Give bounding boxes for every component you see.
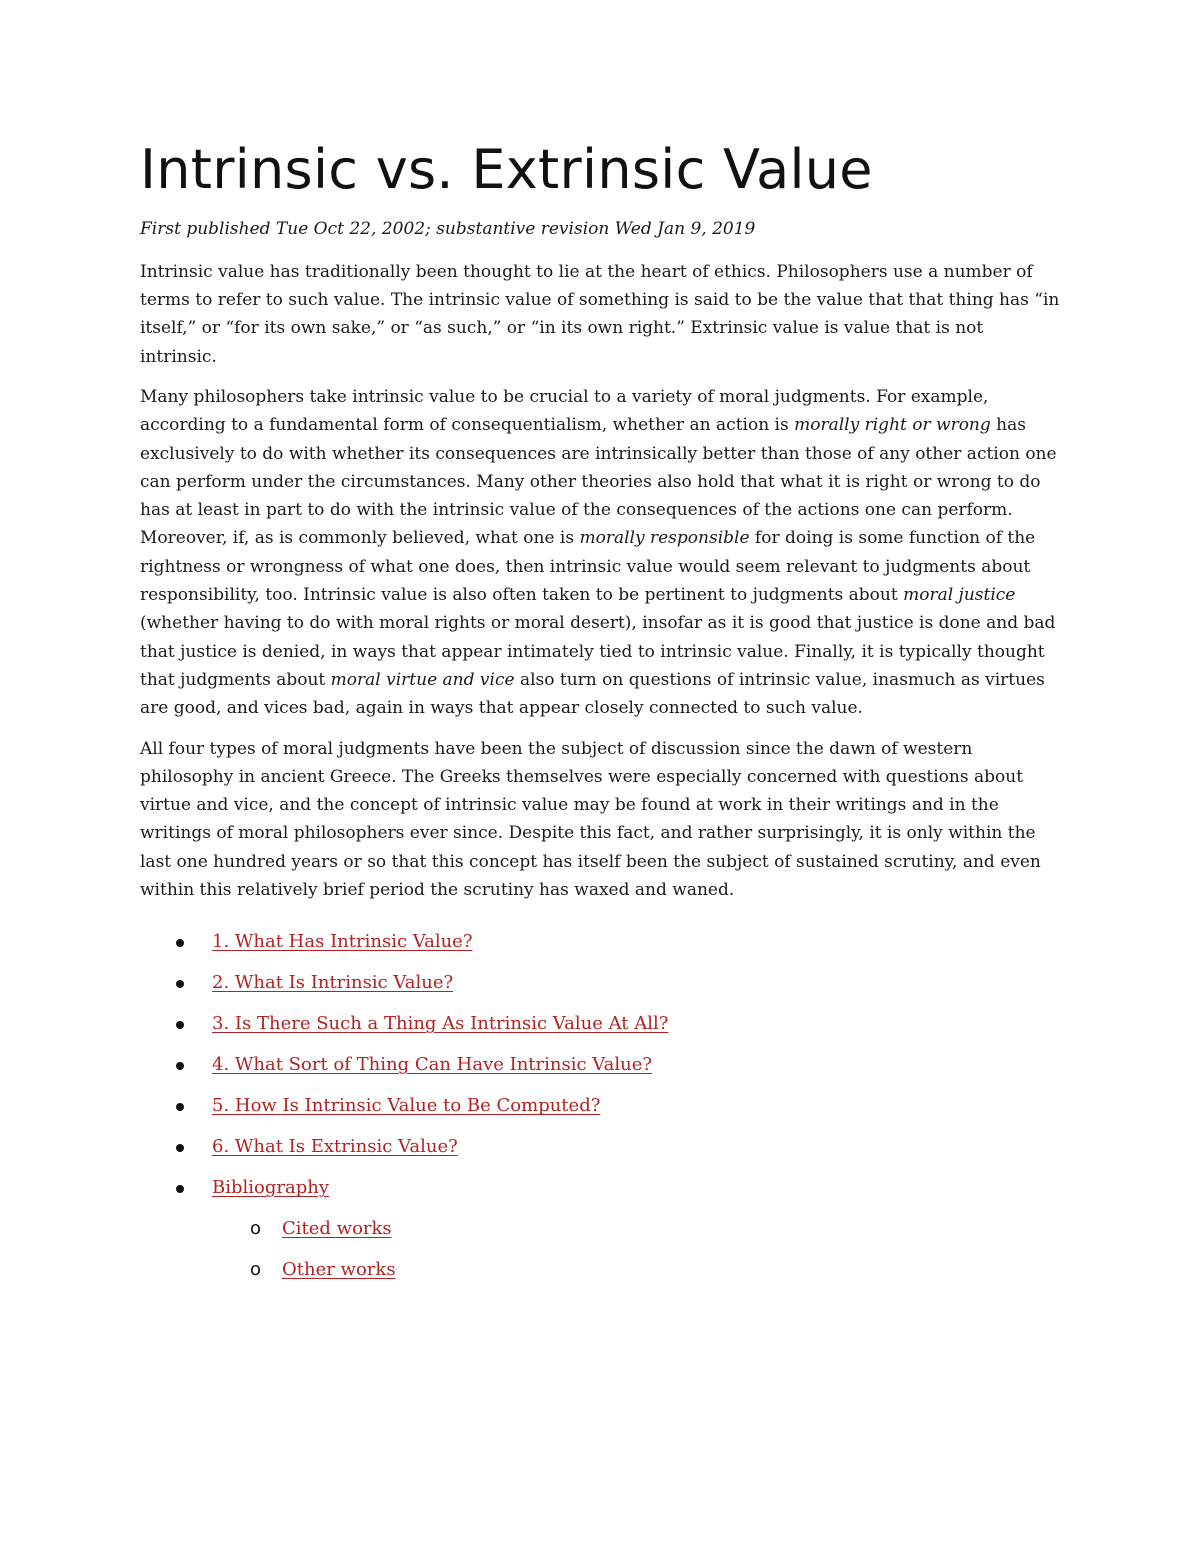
bullet-icon	[176, 1021, 184, 1029]
page-title: Intrinsic vs. Extrinsic Value	[140, 138, 873, 201]
toc-item	[140, 969, 1060, 997]
toc-subitem	[212, 1256, 1060, 1284]
toc-item	[140, 1133, 1060, 1161]
toc-item	[140, 928, 1060, 956]
bullet-icon	[176, 1144, 184, 1152]
toc-link[interactable]: 6. What Is Extrinsic Value?	[212, 1136, 458, 1158]
body-paragraph	[140, 383, 1060, 723]
bullet-icon	[176, 980, 184, 988]
paragraph-text: All four types of moral judgments have been the subject of discussion since the dawn of western philosophy in ancient Greece. The Greeks themselves were especially concerned with questions about virtue and vice, and the concept of intrinsic value may be found at work in their writings and in the writings of moral philosophers ever since. Despite this fact, and rather surprisingly, it is only within the last one hundred years or so that this concept has itself been the subject of sustained scrutiny, and even within this relatively brief period the scrutiny has waxed and waned.	[140, 738, 1041, 901]
toc-link[interactable]: 4. What Sort of Thing Can Have Intrinsic Value?	[212, 1054, 653, 1076]
emphasized-text: moral virtue and vice	[330, 669, 515, 690]
emphasized-text: morally responsible	[579, 528, 750, 549]
toc-link[interactable]: 5. How Is Intrinsic Value to Be Computed?	[212, 1095, 601, 1117]
toc-sublist	[212, 1215, 1060, 1284]
publication-info: First published Tue Oct 22, 2002; substantive revision Wed Jan 9, 2019	[140, 218, 756, 239]
hollow-bullet-icon: o	[250, 1218, 262, 1240]
toc-sublink[interactable]: Cited works	[282, 1218, 392, 1240]
toc-item	[140, 1051, 1060, 1079]
paragraph-text: (whether having to do with moral rights or moral desert), insofar as it is good that justice is done and bad that justice is denied, in ways that appear intimately tied to intrinsic value. Finally, it is typically thought that judgments about	[140, 613, 1056, 690]
paragraph-text: for doing is some function of the rightness or wrongness of what one does, then intrinsic value would seem relevant to judgments about responsibility, too. Intrinsic value is also often taken to be pertinent to judgments about	[140, 528, 1036, 606]
emphasized-text: moral justice	[903, 585, 1016, 606]
bullet-icon	[176, 1185, 184, 1193]
hollow-bullet-icon: o	[250, 1259, 262, 1281]
body-paragraph	[140, 735, 1060, 905]
paragraph-text: Intrinsic value has traditionally been thought to lie at the heart of ethics. Philosophers use a number of terms to refer to such value. The intrinsic value of something is said to be the value that that thing has “in itself,” or “for its own sake,” or “as such,” or “in its own right.” Extrinsic value is value that is not intrinsic.	[140, 261, 1060, 367]
toc-link[interactable]: 3. Is There Such a Thing As Intrinsic Value At All?	[212, 1013, 669, 1035]
table-of-contents	[140, 928, 1060, 1284]
paragraph-text: also turn on questions of intrinsic value, inasmuch as virtues are good, and vices bad, again in ways that appear closely connected to such value.	[140, 669, 1045, 719]
bullet-icon	[176, 939, 184, 947]
toc-item	[140, 1010, 1060, 1038]
bullet-icon	[176, 1062, 184, 1070]
paragraph-text: Many philosophers take intrinsic value to be crucial to a variety of moral judgments. For example, according to a fundamental form of consequentialism, whether an action is	[140, 386, 989, 436]
body-paragraph	[140, 258, 1060, 371]
toc-link[interactable]: 2. What Is Intrinsic Value?	[212, 972, 454, 994]
toc-item	[140, 1092, 1060, 1120]
toc-link[interactable]: Bibliography	[212, 1177, 329, 1199]
document-page	[140, 138, 1060, 1297]
emphasized-text: morally right or wrong	[794, 415, 991, 436]
toc-sublink[interactable]: Other works	[282, 1259, 396, 1281]
toc-link[interactable]: 1. What Has Intrinsic Value?	[212, 931, 473, 953]
paragraph-text: has exclusively to do with whether its consequences are intrinsically better than those of any other action one can perform under the circumstances. Many other theories also hold that what it is right or wrong to do has at least in part to do with the intrinsic value of the consequences of the actions one can perform. Moreover, if, as is commonly believed, what one is	[140, 415, 1057, 549]
bullet-icon	[176, 1103, 184, 1111]
toc-item	[140, 1174, 1060, 1284]
toc-subitem	[212, 1215, 1060, 1243]
article-body	[140, 258, 1060, 905]
